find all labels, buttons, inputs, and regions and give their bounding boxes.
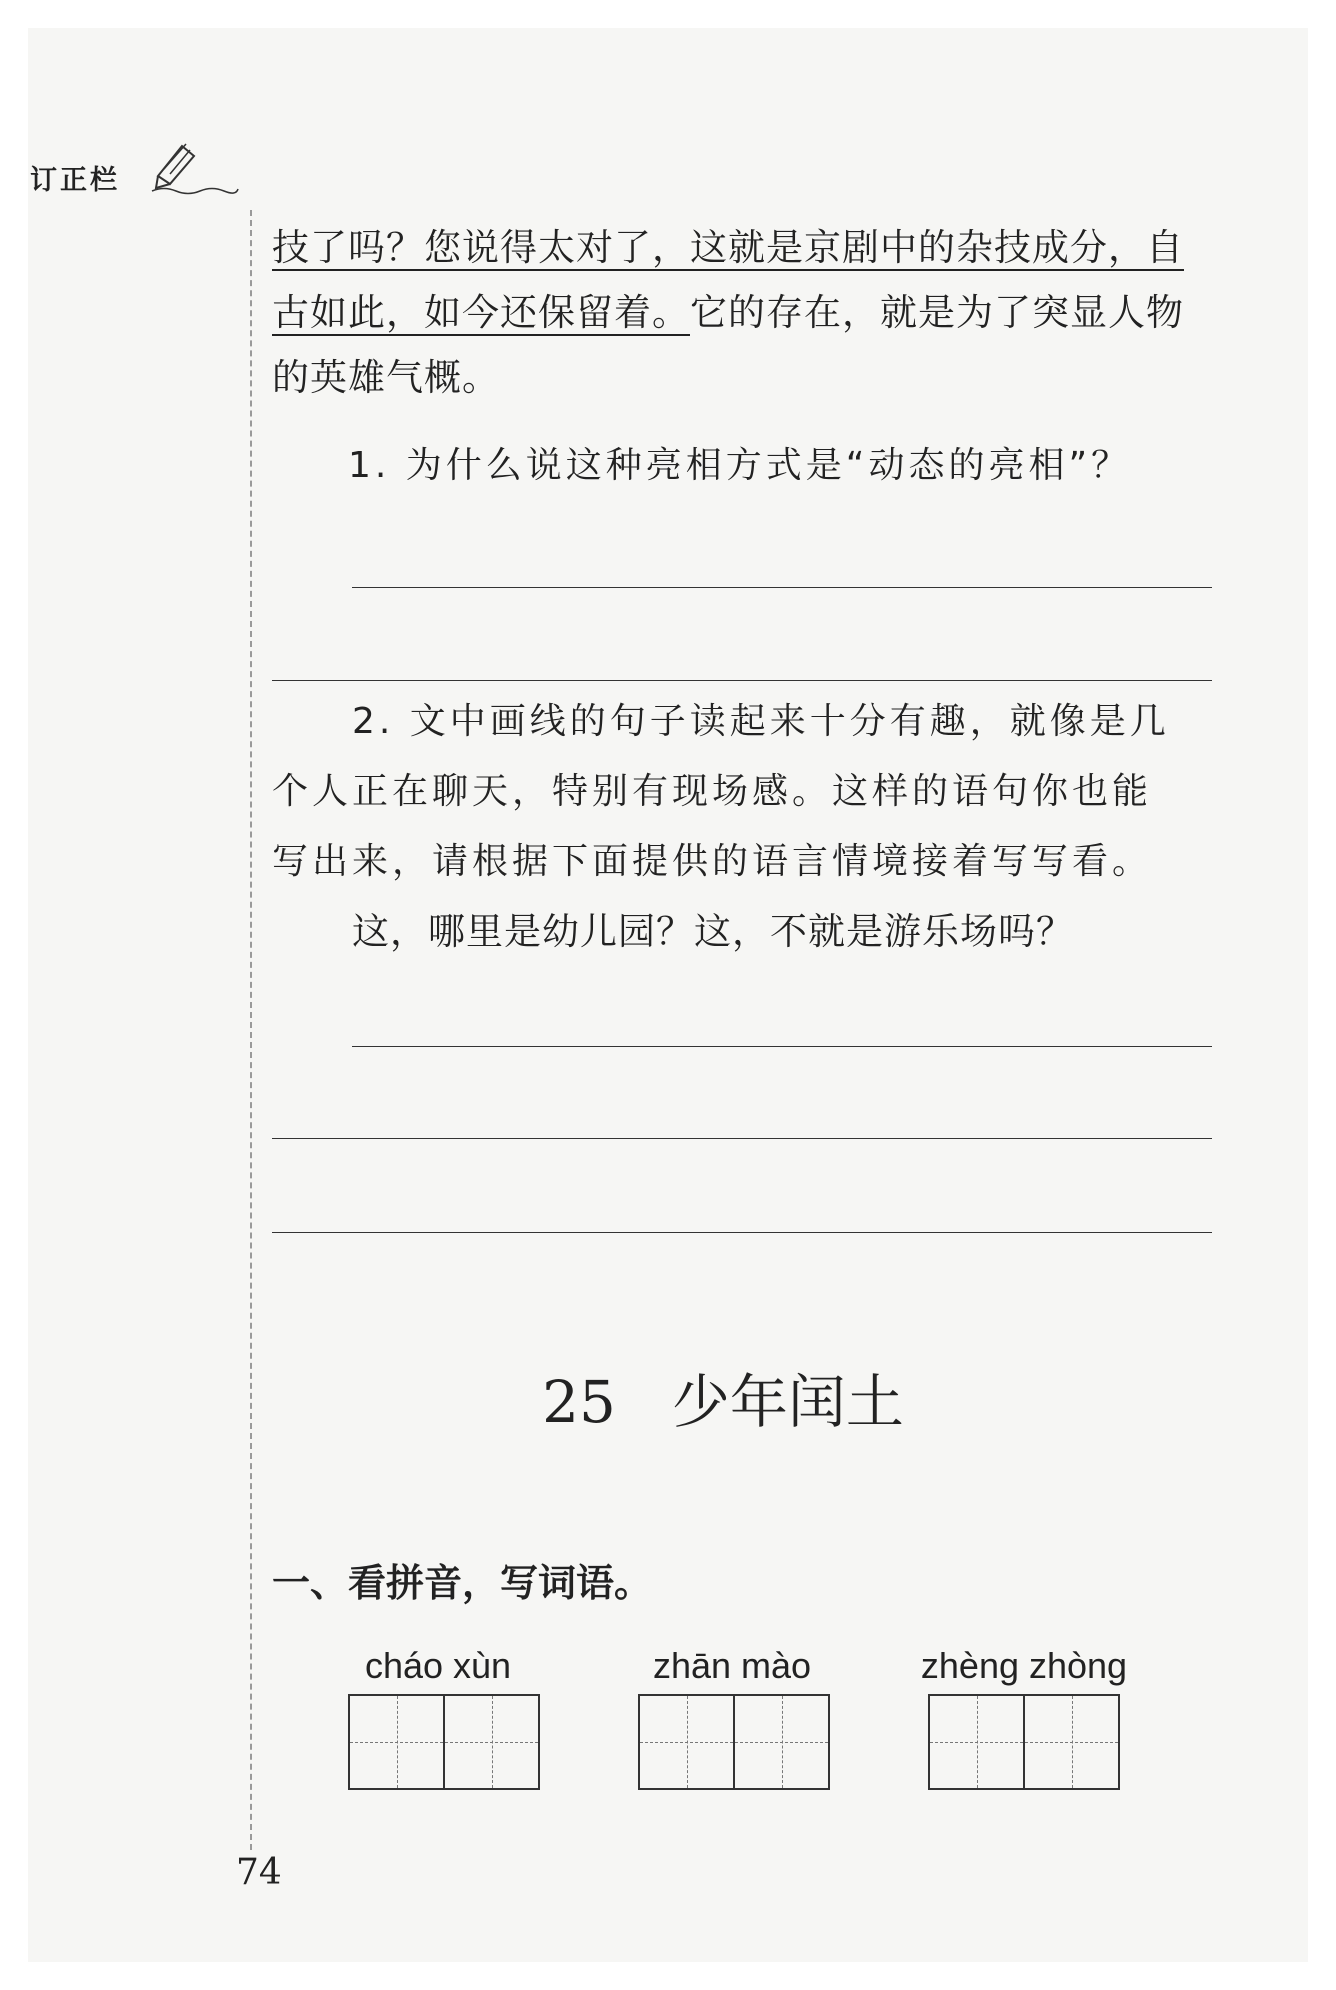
pencil-icon — [150, 136, 240, 196]
writing-grid[interactable] — [928, 1694, 1120, 1790]
question-2-line-1: 2. 文中画线的句子读起来十分有趣，就像是几 — [352, 701, 1170, 742]
lesson-title — [0, 1355, 1336, 1439]
page-number: 74 — [236, 1852, 282, 1893]
grid-cell[interactable] — [1023, 1696, 1118, 1788]
question-2-line-2: 个人正在聊天，特别有现场感。这样的语句你也能 — [272, 771, 1153, 812]
answer-line[interactable] — [352, 1046, 1212, 1047]
pinyin-label: cháo xùn — [364, 1645, 512, 1686]
passage-line-2 — [272, 291, 1184, 335]
question-2-line-3: 写出来，请根据下面提供的语言情境接着写写看。 — [272, 841, 1153, 882]
question-1: 1. 为什么说这种亮相方式是“动态的亮相”？ — [348, 445, 1132, 486]
grid-cell[interactable] — [443, 1696, 538, 1788]
margin-divider — [250, 210, 252, 1850]
passage-line-2-rest: 它的存在，就是为了突显人物 — [690, 291, 1184, 334]
lesson-name: 少年闰土 — [671, 1368, 904, 1436]
section-heading: 一、看拼音，写词语。 — [272, 1561, 653, 1605]
answer-line[interactable] — [272, 680, 1212, 681]
answer-line[interactable] — [352, 587, 1212, 588]
answer-line[interactable] — [272, 1138, 1212, 1139]
passage-line-3: 的英雄气概。 — [272, 356, 500, 399]
answer-line[interactable] — [272, 1232, 1212, 1233]
grid-cell[interactable] — [640, 1696, 733, 1788]
pinyin-label: zhān mào — [652, 1645, 812, 1686]
grid-cell[interactable] — [930, 1696, 1023, 1788]
underlined-sentence: 古如此，如今还保留着。 — [272, 291, 690, 334]
lesson-number: 25 — [542, 1368, 616, 1436]
passage-line-1: 技了吗？您说得太对了，这就是京剧中的杂技成分，自 — [272, 226, 1184, 269]
pinyin-label: zhèng zhòng — [920, 1645, 1128, 1686]
grid-cell[interactable] — [350, 1696, 443, 1788]
grid-cell[interactable] — [733, 1696, 828, 1788]
writing-grid[interactable] — [348, 1694, 540, 1790]
question-2-prompt: 这，哪里是幼儿园？这，不就是游乐场吗？ — [352, 910, 1074, 953]
correction-column-label: 订正栏 — [30, 165, 120, 196]
writing-grid[interactable] — [638, 1694, 830, 1790]
